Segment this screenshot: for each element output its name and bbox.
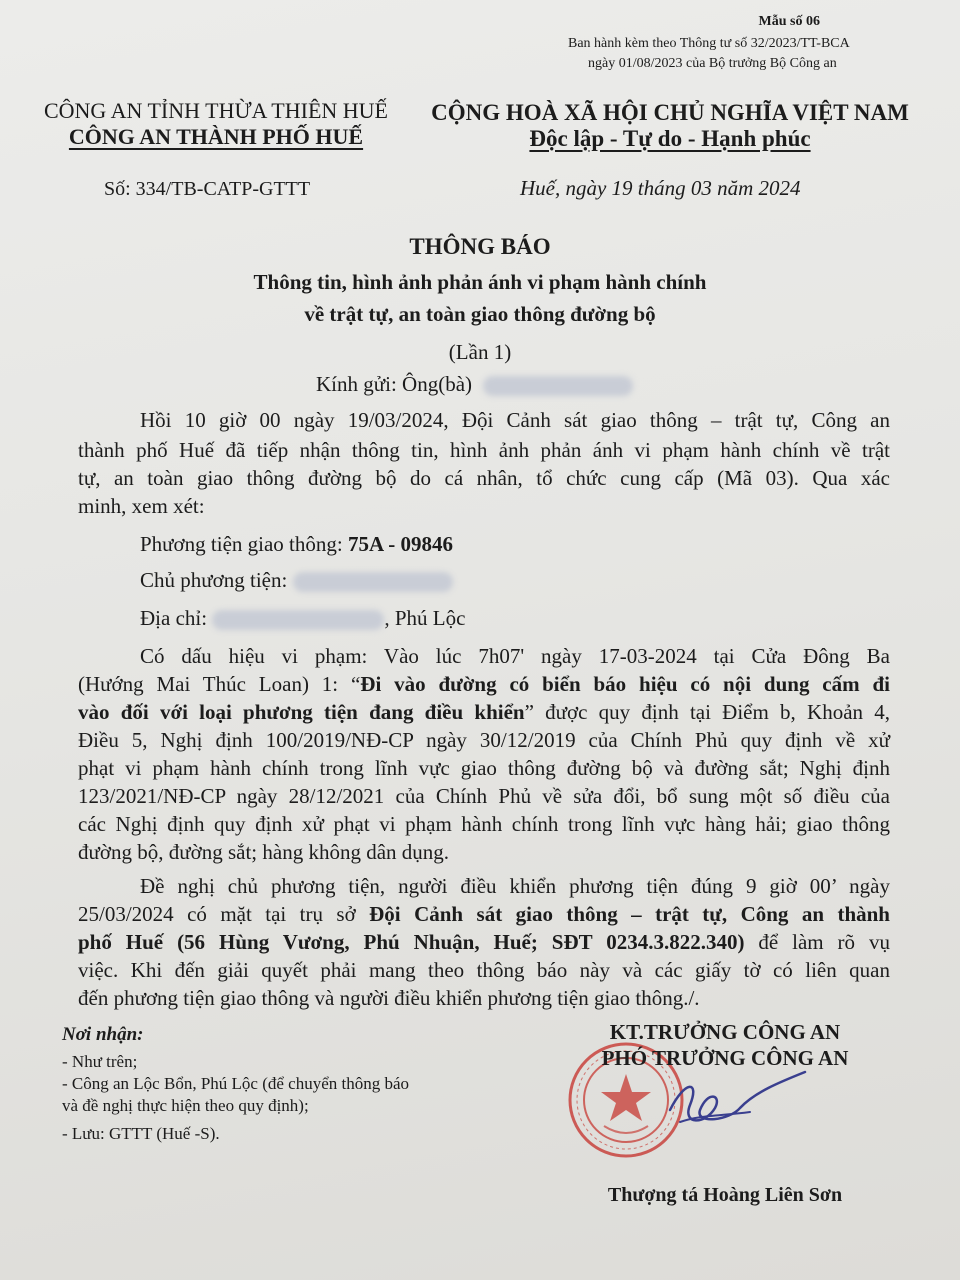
request-line: Đề nghị chủ phương tiện, người điều khiển phương tiện đúng 9 giờ 00’ ngày (140, 874, 890, 898)
form-reference-line: Ban hành kèm theo Thông tư số 32/2023/TT-BCA (568, 36, 850, 51)
owner-label: Chủ phương tiện: (140, 568, 288, 592)
document-subtitle-2: về trật tự, an toàn giao thông đường bộ (304, 302, 656, 326)
owner-row (140, 568, 453, 593)
address-suffix: , Phú Lộc (384, 606, 466, 630)
intro-line: minh, xem xét: (78, 494, 205, 518)
addressee (316, 372, 633, 397)
request-line: việc. Khi đến giải quyết phải mang theo thông báo này và các giấy tờ có liên quan (78, 958, 890, 982)
addressee-label: Kính gửi: Ông(bà) (316, 372, 473, 396)
violation-line: Có dấu hiệu vi phạm: Vào lúc 7h07' ngày 17-03-2024 tại Cửa Đông Ba (140, 644, 890, 668)
violation-line (78, 672, 890, 697)
violation-offense: Đi vào đường có biển báo hiệu có nội dung cấm đi (360, 672, 890, 696)
recipient-item: - Công an Lộc Bổn, Phú Lộc (để chuyển thông báo (62, 1074, 410, 1093)
request-line (78, 930, 890, 955)
recipient-item: và đề nghị thực hiện theo quy định); (62, 1096, 309, 1115)
request-line: đến phương tiện giao thông và người điều khiển phương tiện giao thông./. (78, 986, 700, 1010)
handwritten-signature (660, 1070, 810, 1140)
recipient-item: - Lưu: GTTT (Huế -S). (62, 1124, 220, 1143)
intro-line: Hồi 10 giờ 00 ngày 19/03/2024, Đội Cảnh sát giao thông – trật tự, Công an (140, 408, 890, 432)
redacted-address (212, 610, 384, 630)
document-subtitle-1: Thông tin, hình ảnh phản ánh vi phạm hành chính (253, 270, 707, 294)
parent-organization: CÔNG AN TỈNH THỪA THIÊN HUẾ (43, 98, 388, 123)
violation-line: 123/2021/NĐ-CP ngày 28/12/2021 của Chính Phủ về sửa đổi, bổ sung một số điều của (78, 784, 890, 808)
form-date-line: ngày 01/08/2023 của Bộ trưởng Bộ Công an (588, 56, 837, 71)
redacted-owner (293, 572, 453, 592)
violation-line: các Nghị định quy định xử phạt vi phạm hành chính trong lĩnh vực hàng hải; giao thông (78, 812, 890, 836)
address-row (140, 606, 465, 631)
signature-position: PHÓ TRƯỞNG CÔNG AN (601, 1046, 849, 1070)
vehicle-label: Phương tiện giao thông: (140, 532, 348, 556)
recipient-item: - Như trên; (62, 1052, 138, 1071)
issue-count: (Lần 1) (448, 340, 512, 364)
request-office: phố Huế (56 Hùng Vương, Phú Nhuận, Huế; SĐT 0234.3.822.340) (78, 930, 745, 954)
violation-line: đường bộ, đường sắt; hàng không dân dụng. (78, 840, 450, 864)
request-line (78, 902, 890, 927)
license-plate: 75A - 09846 (347, 532, 453, 556)
redacted-name (483, 376, 633, 396)
reference-number: Số: 334/TB-CATP-GTTT (104, 178, 311, 200)
request-text: 25/03/2024 có mặt tại trụ sở (78, 902, 370, 926)
recipients-title: Nơi nhận: (62, 1024, 144, 1045)
violation-text: ” được quy định tại Điểm b, Khoản 4, (524, 700, 890, 724)
request-office: Đội Cảnh sát giao thông – trật tự, Công an thành (369, 902, 890, 926)
violation-offense: vào đối với loại phương tiện đang điều khiển (78, 700, 525, 724)
national-title: CỘNG HOÀ XÃ HỘI CHỦ NGHĨA VIỆT NAM (431, 100, 909, 125)
request-text: để làm rõ vụ (744, 930, 890, 954)
intro-line: thành phố Huế đã tiếp nhận thông tin, hình ảnh phản ánh vi phạm hành chính về trật (78, 438, 890, 462)
place-and-date: Huế, ngày 19 tháng 03 năm 2024 (520, 176, 801, 200)
issuing-organization-name: CÔNG AN THÀNH PHỐ HUẾ (68, 124, 364, 149)
vehicle-row (140, 532, 453, 557)
violation-line (78, 700, 890, 725)
signer-name: Thượng tá Hoàng Liên Sơn (607, 1184, 843, 1206)
violation-text: (Hướng Mai Thúc Loan) 1: “ (78, 672, 361, 696)
address-label: Địa chỉ: (140, 606, 208, 630)
signature-authority: KT.TRƯỞNG CÔNG AN (609, 1020, 841, 1044)
intro-line: tự, an toàn giao thông đường bộ do cá nhân, tổ chức cung cấp (Mã 03). Qua xác (78, 466, 890, 490)
form-number: Mẫu số 06 (758, 14, 820, 29)
violation-line: Điều 5, Nghị định 100/2019/NĐ-CP ngày 30/12/2019 của Chính Phủ quy định về xử (78, 728, 890, 752)
national-motto (420, 126, 920, 152)
issuing-organization (36, 124, 396, 150)
document-title: THÔNG BÁO (409, 234, 551, 259)
national-motto-text: Độc lập - Tự do - Hạnh phúc (529, 126, 811, 151)
violation-line: phạt vi phạm hành chính trong lĩnh vực giao thông đường bộ và đường sắt; Nghị định (78, 756, 890, 780)
